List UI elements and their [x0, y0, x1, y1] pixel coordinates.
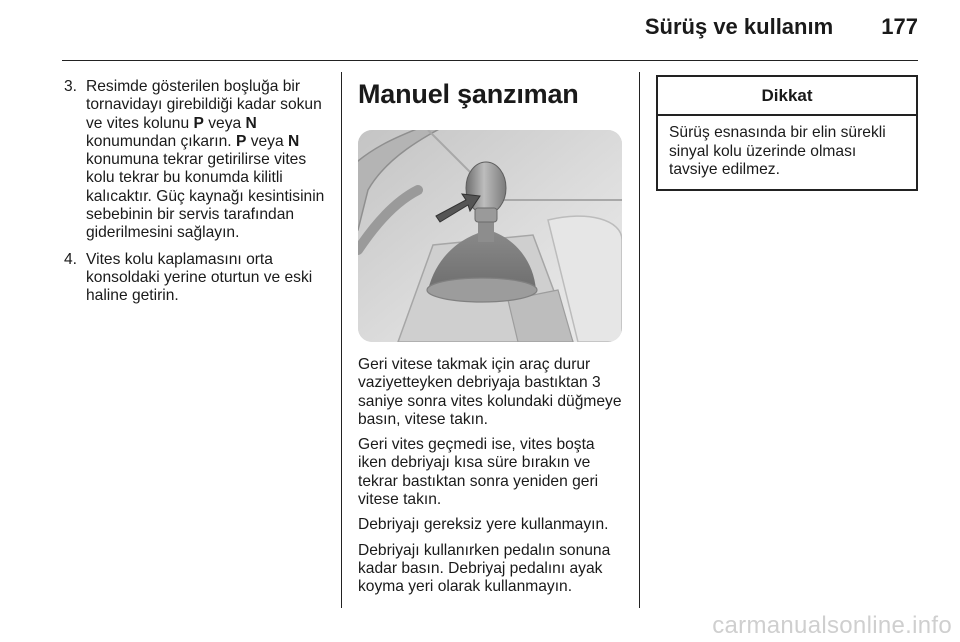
step-text: Resimde gösterilen boşluğa bir tornavidayı girebildiği kadar sokun ve vites kolunu P veya N konumundan çıkarın. P veya N konumuna tekrar getirilirse vites kolu tekrar bu konumda kilitli kalıcaktır. Güç kaynağı kesintisinin sebebinin bir servis tarafından giderilmesini sağlayın.: [86, 78, 325, 242]
section-title: Sürüş ve kullanım: [644, 14, 834, 39]
page-header: [645, 14, 918, 40]
gear-shift-drawing: [358, 130, 622, 342]
body-paragraph: Debriyajı kullanırken pedalın sonuna kadar basın. Debriyaj pedalını ayak koyma yeri olarak kullanmayın.: [358, 541, 611, 596]
gear-shift-illustration: [358, 130, 622, 342]
header-rule: [62, 60, 918, 61]
step-number: 4.: [64, 250, 78, 268]
right-column: [656, 75, 918, 191]
left-column: [64, 78, 334, 314]
step-text: Vites kolu kaplamasını orta konsoldaki yerine oturtun ve eski haline getirin.: [86, 250, 313, 305]
column-divider-1: [341, 72, 342, 608]
page-number: 177: [881, 14, 918, 39]
section-heading: Manuel şanzıman: [358, 79, 579, 109]
body-paragraph: Debriyajı gereksiz yere kullanmayın.: [358, 516, 609, 534]
body-paragraph: Geri vitese takmak için araç durur vaziyetteyken debriyaja bastıktan 3 saniye sonra vites kolundaki düğmeye basın, vitese takın.: [358, 356, 622, 428]
caution-text: Sürüş esnasında bir elin sürekli sinyal kolu üzerinde olması tavsiye edilmez.: [669, 124, 886, 178]
middle-column: [358, 78, 626, 604]
body-paragraph: Geri vites geçmedi ise, vites boşta iken debriyajı kısa süre bırakın ve tekrar bastıktan sonra yeniden geri vitese takın.: [358, 436, 599, 509]
step-item: [64, 251, 334, 306]
step-number: 3.: [64, 78, 78, 95]
step-item: [64, 78, 334, 243]
watermark: carmanualsonline.info: [712, 612, 952, 639]
column-divider-2: [639, 72, 640, 608]
caution-box: [656, 75, 918, 191]
caution-title: Dikkat: [658, 77, 916, 116]
